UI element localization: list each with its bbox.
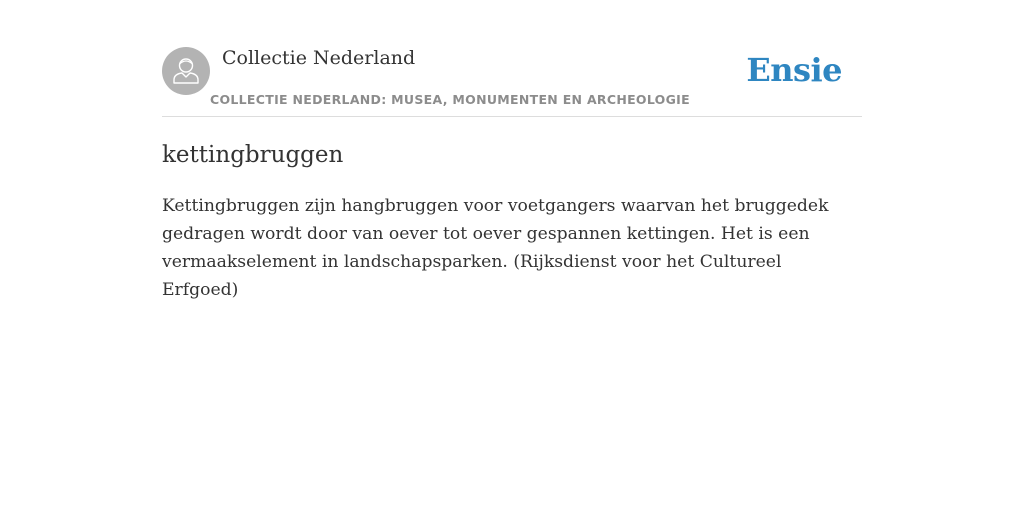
article-body: Kettingbruggen zijn hangbruggen voor voetgangers waarvan het bruggedek gedragen wordt door van oever tot oever gespannen kettingen. Het is een vermaakselement in landschapsparken. (Rijksdienst voor het Cultureel Erfgoed) bbox=[162, 196, 829, 300]
user-icon bbox=[162, 47, 210, 95]
collection-label[interactable]: COLLECTIE NEDERLAND: MUSEA, MONUMENTEN EN ARCHEOLOGIE bbox=[210, 92, 690, 107]
avatar[interactable] bbox=[162, 47, 210, 95]
author-name[interactable]: Collectie Nederland bbox=[222, 47, 416, 69]
page-title: kettingbruggen bbox=[162, 142, 344, 168]
page-header bbox=[162, 46, 862, 117]
ensie-logo[interactable]: Ensie bbox=[746, 51, 842, 89]
